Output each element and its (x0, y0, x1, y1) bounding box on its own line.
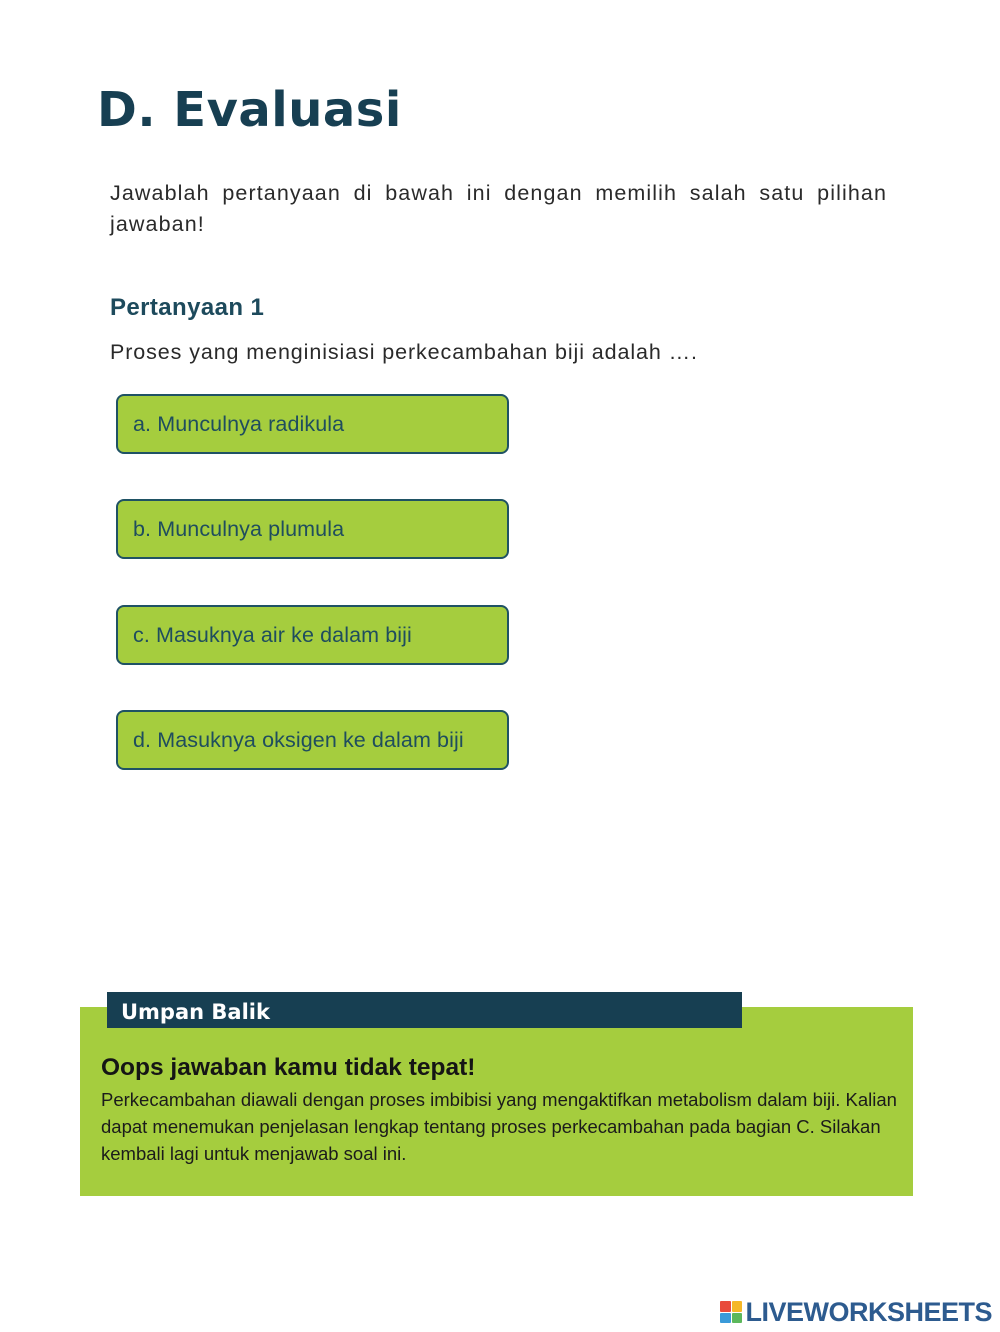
brand-text: LIVEWORKSHEETS (745, 1297, 992, 1327)
answer-option-d[interactable] (116, 710, 509, 770)
feedback-title: Oops jawaban kamu tidak tepat! (101, 1054, 476, 1081)
liveworksheets-logo-icon (720, 1301, 742, 1323)
answer-option-a[interactable] (116, 394, 509, 454)
question-heading: Pertanyaan 1 (110, 294, 265, 321)
instructions-text: Jawablah pertanyaan di bawah ini dengan memilih salah satu pilihan jawaban! (110, 181, 887, 236)
answer-option-label: a. Munculnya radikula (133, 411, 345, 436)
feedback-tab-label: Umpan Balik (107, 992, 742, 1028)
section-title: D. Evaluasi (97, 82, 402, 138)
liveworksheets-brand[interactable] (720, 1297, 992, 1327)
feedback-body: Perkecambahan diawali dengan proses imbibisi yang mengaktifkan metabolism dalam biji. Kalian dapat menemukan penjelasan lengkap tentang proses perkecambahan pada bagian C. Silakan kembali lagi untuk menjawab soal ini. (101, 1089, 897, 1164)
question-text: Proses yang menginisiasi perkecambahan biji adalah …. (110, 340, 698, 364)
answer-option-label: b. Munculnya plumula (133, 516, 345, 541)
answer-option-b[interactable] (116, 499, 509, 559)
answer-option-label: c. Masuknya air ke dalam biji (133, 622, 412, 647)
answer-option-c[interactable] (116, 605, 509, 665)
answer-option-label: d. Masuknya oksigen ke dalam biji (133, 727, 464, 752)
